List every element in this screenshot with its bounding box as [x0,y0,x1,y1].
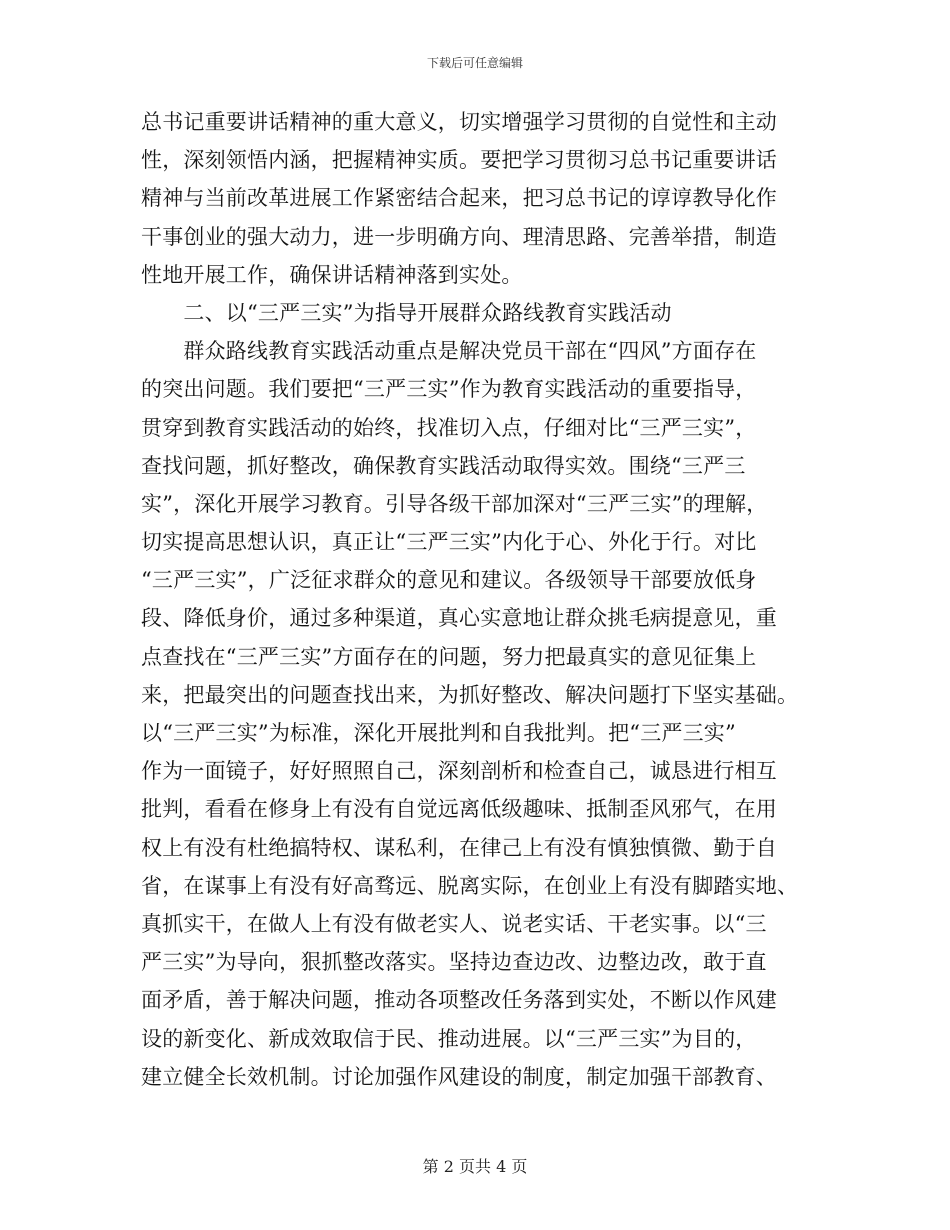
text-line: 精神与当前改革进展工作紧密结合起来，把习总书记的谆谆教导化作 [141,186,777,211]
text-line: 实”，深化开展学习教育。引导各级干部加深对“三严三实”的理解， [141,491,768,516]
text-line: 干事创业的强大动力，进一步明确方向、理清思路、完善举措，制造 [141,224,777,249]
text-line: 权上有没有杜绝搞特权、谋私利，在律己上有没有慎独慎微、勤于自 [141,835,777,860]
text-line: 点查找在“三严三实”方面存在的问题，努力把最真实的意见征集上 [141,644,757,669]
text-line: 的突出问题。我们要把“三严三实”作为教育实践活动的重要指导， [141,377,757,402]
text-line: 设的新变化、新成效取信于民、推动进展。以“三严三实”为目的， [141,1026,757,1051]
text-line: 作为一面镜子，好好照照自己，深刻剖析和检查自己，诚恳进行相互 [141,759,777,784]
text-line: 贯穿到教育实践活动的始终，找准切入点，仔细对比“三严三实”， [141,415,757,440]
text-line: 查找问题，抓好整改，确保教育实践活动取得实效。围绕“三严三 [141,453,746,478]
text-line: 段、降低身价，通过多种渠道，真心实意地让群众挑毛病提意见，重 [141,606,777,631]
text-line: 以“三严三实”为标准，深化开展批判和自我批判。把“三严三实” [141,721,736,745]
text-line: 群众路线教育实践活动重点是解决党员干部在“四风”方面存在 [141,339,757,364]
document-body [141,103,831,1096]
text-line: 来，把最突出的问题查找出来，为抓好整改、解决问题打下坚实基础。 [141,682,799,707]
text-line: 总书记重要讲话精神的重大意义，切实增强学习贯彻的自觉性和主动 [141,110,777,134]
text-line: 性，深刻领悟内涵，把握精神实质。要把学习贯彻习总书记重要讲话 [141,148,777,173]
text-line: 建立健全长效机制。讨论加强作风建设的制度，制定加强干部教育、 [141,1064,777,1089]
text-line: 批判，看看在修身上有没有自觉远离低级趣味、抵制歪风邪气，在用 [141,797,777,822]
page-header-note: 下载后可任意编辑 [426,56,523,70]
text-line: 严三实”为导向，狠抓整改落实。坚持边查边改、边整边改，敢于直 [141,950,767,975]
text-line: 性地开展工作，确保讲话精神落到实处。 [141,262,523,287]
text-line: 面矛盾，善于解决问题，推动各项整改任务落到实处，不断以作风建 [141,988,777,1013]
text-line: 二、以“三严三实”为指导开展群众路线教育实践活动 [141,300,672,325]
page-footer: 第 2 页共 4 页 [422,1157,528,1176]
text-line: “三严三实”，广泛征求群众的意见和建议。各级领导干部要放低身 [141,568,757,593]
text-line: 省，在谋事上有没有好高骛远、脱离实际，在创业上有没有脚踏实地、 [141,873,799,898]
text-line: 真抓实干，在做人上有没有做老实人、说老实话、干老实事。以“三 [141,911,767,936]
text-line: 切实提高思想认识，真正让“三严三实”内化于心、外化于行。对比 [141,530,757,555]
